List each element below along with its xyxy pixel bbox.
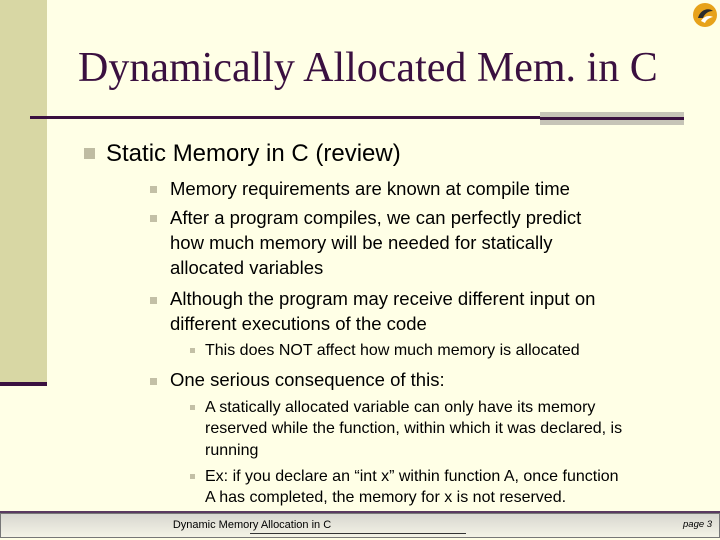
page-number bbox=[683, 519, 712, 530]
bullet-level2: After a program compiles, we can perfectly predict bbox=[170, 207, 582, 228]
bullet-level2: One serious consequence of this: bbox=[170, 369, 445, 390]
title-underline-accent-line bbox=[540, 117, 684, 120]
bullet-level3: This does NOT affect how much memory is allocated bbox=[205, 342, 580, 359]
bullet-level3-continuation: A has completed, the memory for x is not reserved. bbox=[205, 489, 567, 506]
bullet-level3-continuation: reserved while the function, within which it was declared, is bbox=[205, 420, 623, 437]
bullet-level3-continuation: running bbox=[205, 442, 259, 459]
bullet-marker bbox=[150, 186, 157, 193]
title-underline bbox=[30, 116, 540, 119]
bullet-marker bbox=[150, 297, 157, 304]
footer-title-underline bbox=[250, 533, 466, 534]
bullet-marker bbox=[190, 348, 195, 353]
bullet-level2-continuation: different executions of the code bbox=[170, 313, 427, 334]
page-number-value: 3 bbox=[706, 519, 713, 530]
slide-title: Dynamically Allocated Mem. in C bbox=[78, 45, 658, 91]
bullet-level2: Memory requirements are known at compile time bbox=[170, 178, 570, 199]
bullet-level2: Although the program may receive different input on bbox=[170, 288, 596, 309]
bullet-level2-continuation: allocated variables bbox=[170, 257, 324, 278]
bullet-marker bbox=[150, 215, 157, 222]
bullet-marker bbox=[190, 405, 195, 410]
bullet-marker bbox=[190, 474, 195, 479]
left-bar-accent bbox=[0, 382, 47, 386]
university-logo-icon bbox=[692, 2, 718, 28]
bullet-marker bbox=[150, 378, 157, 385]
bullet-level3: A statically allocated variable can only have its memory bbox=[205, 399, 596, 416]
page-prefix: page bbox=[683, 519, 705, 530]
bullet-marker bbox=[84, 148, 95, 159]
bullet-level1: Static Memory in C (review) bbox=[106, 140, 401, 167]
bullet-level3: Ex: if you declare an “int x” within function A, once function bbox=[205, 468, 619, 485]
footer-title: Dynamic Memory Allocation in C bbox=[172, 519, 332, 531]
left-decorative-bar bbox=[0, 0, 47, 382]
bullet-level2-continuation: how much memory will be needed for statically bbox=[170, 232, 553, 253]
